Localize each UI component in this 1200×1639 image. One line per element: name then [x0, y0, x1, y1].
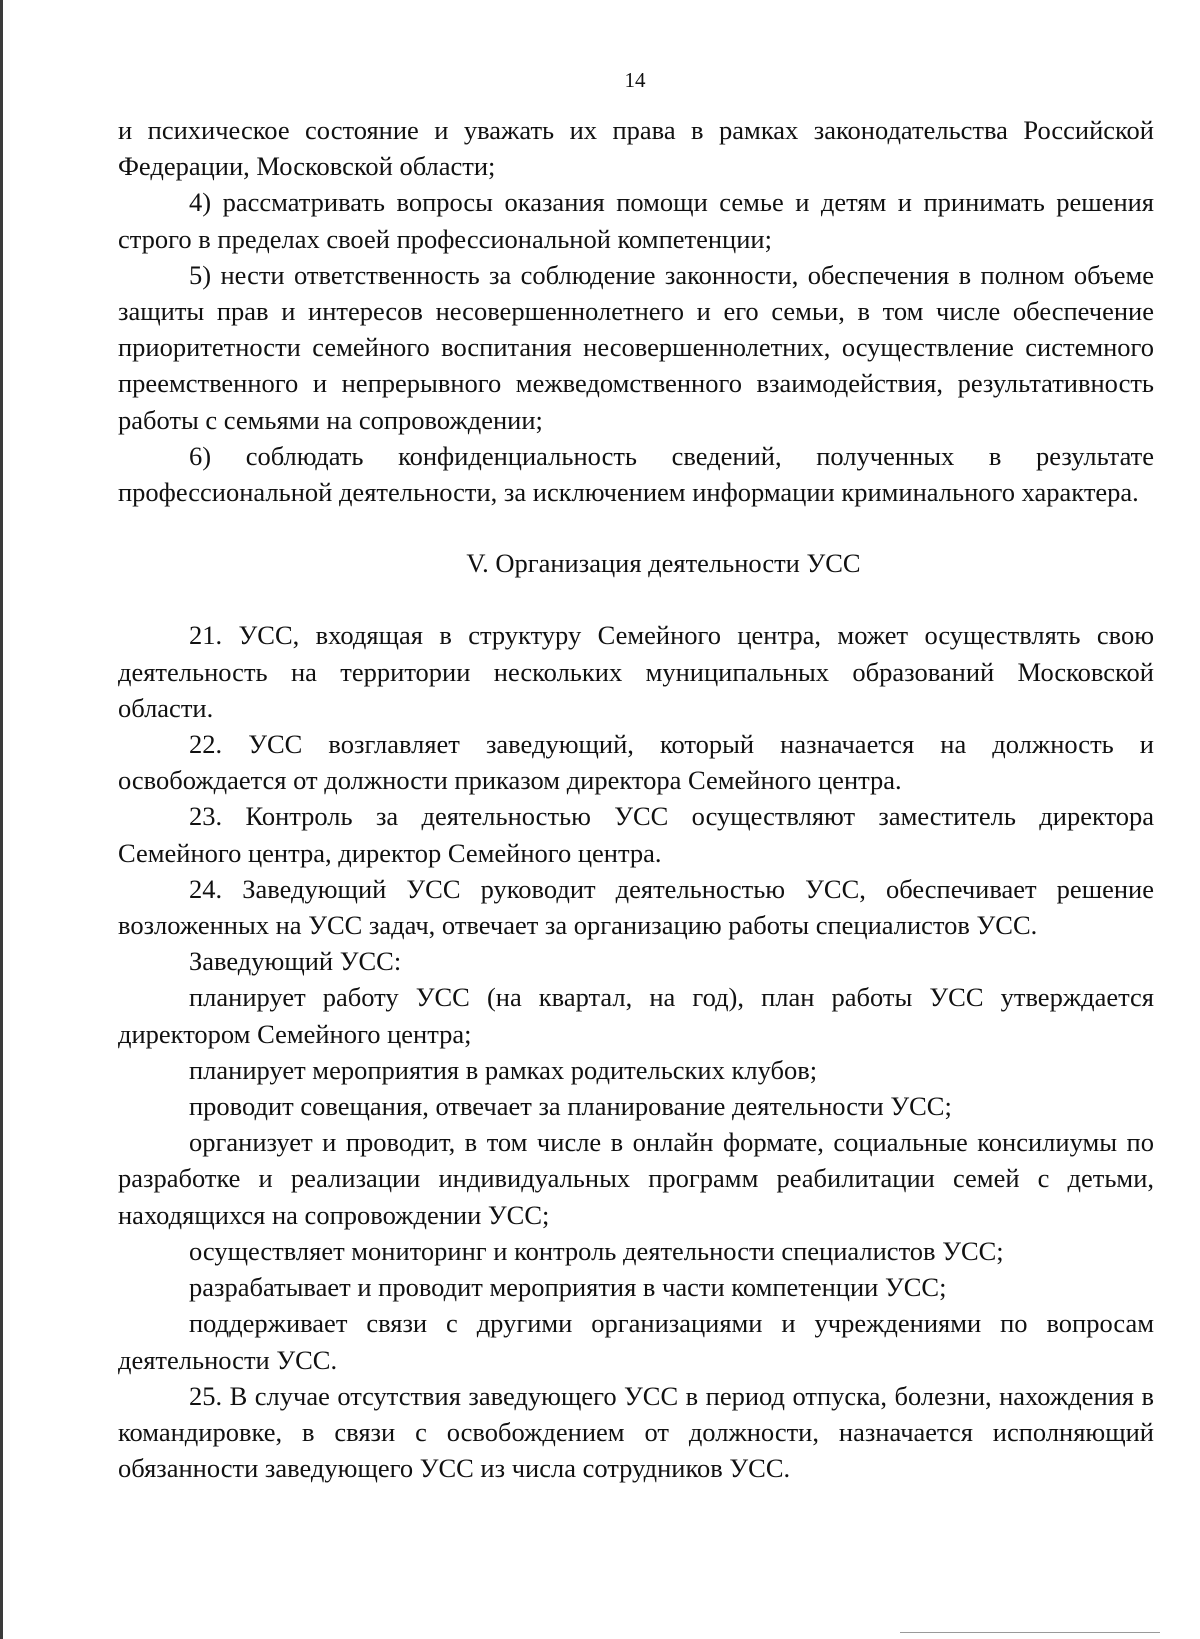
duty-item: поддерживает связи с другими организациями и учреждениями по вопросам деятельности УСС.: [118, 1308, 1154, 1375]
clause-25: 25. В случае отсутствия заведующего УСС в период отпуска, болезни, нахождения в командировке, в связи с освобождением от должности, назначается исполняющий обязанности заведующего УСС из числа сотрудников УСС.: [118, 1380, 1154, 1484]
duty-item: планирует работу УСС (на квартал, на год), план работы УСС утверждается директором Семейного центра;: [118, 982, 1154, 1049]
duty-item: планирует мероприятия в рамках родительских клубов;: [189, 1054, 818, 1085]
duty-item: разрабатывает и проводит мероприятия в части компетенции УСС;: [189, 1272, 947, 1303]
list-item-4: 4) рассматривать вопросы оказания помощи семье и детям и принимать решения строго в пределах своей профессиональной компетенции;: [118, 187, 1154, 254]
paragraph-continuation: и психическое состояние и уважать их права в рамках законодательства Российской Федерации, Московской области;: [118, 115, 1154, 182]
duty-item: организует и проводит, в том числе в онлайн формате, социальные консилиумы по разработке и реализации индивидуальных программ реабилитации семей с детьми, находящихся на сопровождении УСС;: [118, 1127, 1154, 1230]
document-body: [118, 112, 1154, 1486]
page-number: 14: [624, 68, 646, 92]
clause-23: 23. Контроль за деятельностью УСС осуществляют заместитель директора Семейного центра, директор Семейного центра.: [118, 801, 1154, 868]
clause-24: 24. Заведующий УСС руководит деятельностью УСС, обеспечивает решение возложенных на УСС задач, отвечает за организацию работы специалистов УСС.: [118, 873, 1154, 941]
list-item-5: 5) нести ответственность за соблюдение законности, обеспечения в полном объеме защиты прав и интересов несовершеннолетнего и его семьи, в том числе обеспечение приоритетности семейного воспитания несовершеннолетних, осуществление системного преемственного и непрерывного межведомственного взаимодействия, результативность работы с семьями на сопровождении;: [118, 259, 1154, 435]
clause-22: 22. УСС возглавляет заведующий, который назначается на должность и освобождается от должности приказом директора Семейного центра.: [118, 729, 1154, 796]
list-item-6: 6) соблюдать конфиденциальность сведений, полученных в результате профессиональной деятельности, за исключением информации криминального характера.: [118, 440, 1154, 508]
duty-item: осуществляет мониторинг и контроль деятельности специалистов УСС;: [189, 1235, 1004, 1266]
clause-21: 21. УСС, входящая в структуру Семейного центра, может осуществлять свою деятельность на территории нескольких муниципальных образований Московской области.: [118, 620, 1154, 723]
duties-intro: Заведующий УСС:: [189, 946, 402, 977]
section-heading: V. Организация деятельности УСС: [466, 548, 861, 579]
scan-edge: [0, 0, 3, 1639]
scan-artifact-line: [900, 1632, 1160, 1633]
duty-item: проводит совещания, отвечает за планирование деятельности УСС;: [189, 1091, 952, 1122]
